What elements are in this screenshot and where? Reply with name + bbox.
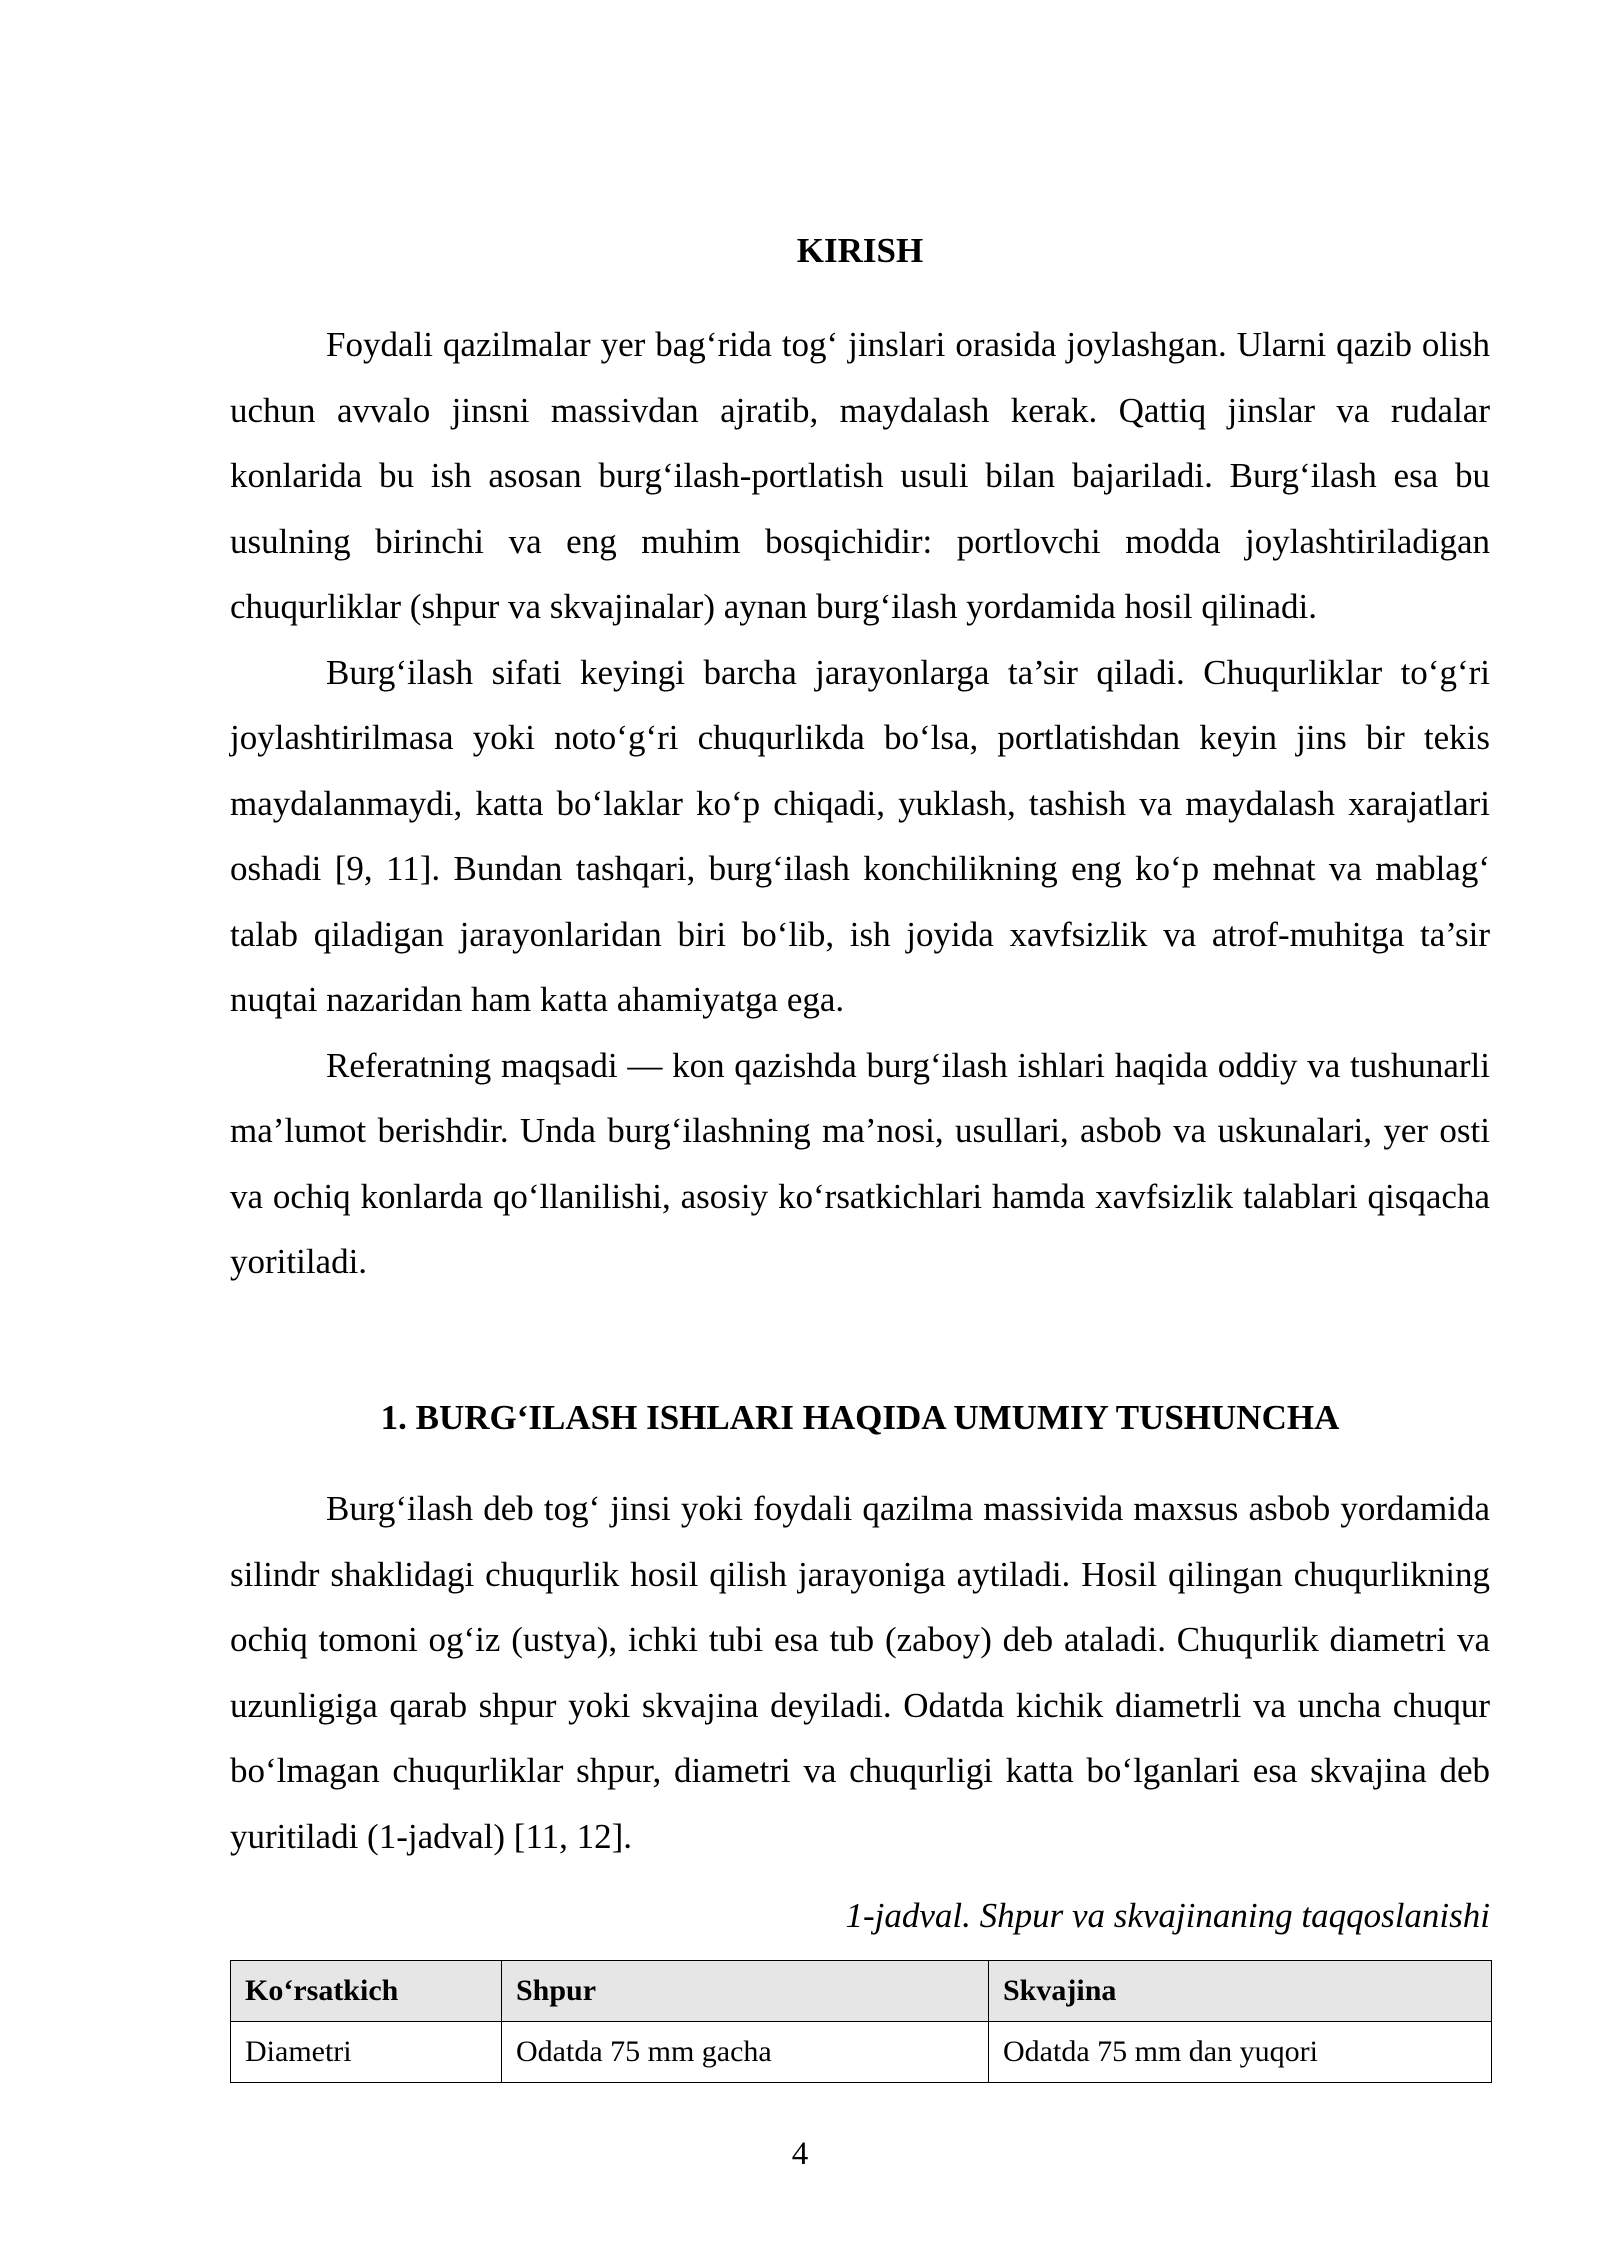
section-1-paragraph-1: Burg‘ilash deb tog‘ jinsi yoki foydali qazilma massivida maxsus asbob yordamida silindr shaklidagi chuqurlik hosil qilish jarayoniga aytiladi. Hosil qilingan chuqurlikning ochiq tomoni og‘iz (ustya), ichki tubi esa tub (zaboy) deb ataladi. Chuqurlik diametri va uzunligiga qarab shpur yoki skvajina deyiladi. Odatda kichik diametrli va uncha chuqur bo‘lmagan chuqurliklar shpur, diametri va chuqurligi katta bo‘lganlari esa skvajina deb yuritiladi (1-jadval) [11, 12]. (230, 1489, 1490, 1856)
intro-paragraph-1: Foydali qazilmalar yer bag‘rida tog‘ jinslari orasida joylashgan. Ularni qazib olish uchun avvalo jinsni massivdan ajratib, maydalash kerak. Qattiq jinslar va rudalar konlarida bu ish asosan burg‘ilash-portlatish usuli bilan bajariladi. Burg‘ilash esa bu usulning birinchi va eng muhim bosqichidir: portlovchi modda joylashtiriladigan chuqurliklar (shpur va skvajinalar) aynan burg‘ilash yordamida hosil qilinadi. (230, 325, 1490, 626)
table-header-cell: Skvajina (989, 1961, 1492, 2022)
intro-paragraph-2: Burg‘ilash sifati keyingi barcha jarayonlarga ta’sir qiladi. Chuqurliklar to‘g‘ri joylashtirilmasa yoki noto‘g‘ri chuqurlikda bo‘lsa, portlatishdan keyin jins bir tekis maydalanmaydi, katta bo‘laklar ko‘p chiqadi, yuklash, tashish va maydalash xarajatlari oshadi [9, 11]. Bundan tashqari, burg‘ilash konchilikning eng ko‘p mehnat va mablag‘ talab qiladigan jarayonlaridan biri bo‘lib, ish joyida xavfsizlik va atrof-muhitga ta’sir nuqtai nazaridan ham katta ahamiyatga ega. (230, 652, 1490, 1019)
heading-section-1: 1. BURG‘ILASH ISHLARI HAQIDA UMUMIY TUSHUNCHA (380, 1398, 1340, 1437)
table-caption: 1-jadval. Shpur va skvajinaning taqqoslanishi (845, 1896, 1490, 1935)
section-1-text (230, 1476, 1490, 1869)
table-header-cell: Shpur (502, 1961, 989, 2022)
intro-text (230, 312, 1490, 1295)
comparison-table (230, 1960, 1492, 2083)
table-cell: Odatda 75 mm gacha (502, 2022, 989, 2083)
table-cell: Diametri (231, 2022, 502, 2083)
table-header-row (231, 1961, 1492, 2022)
table-header-cell: Ko‘rsatkich (231, 1961, 502, 2022)
table-cell: Odatda 75 mm dan yuqori (989, 2022, 1492, 2083)
intro-paragraph-3: Referatning maqsadi — kon qazishda burg‘ilash ishlari haqida oddiy va tushunarli ma’lumot berishdir. Unda burg‘ilashning ma’nosi, usullari, asbob va uskunalari, yer osti va ochiq konlarda qo‘llanilishi, asosiy ko‘rsatkichlari hamda xavfsizlik talablari qisqacha yoritiladi. (230, 1045, 1490, 1281)
table-row (231, 2022, 1492, 2083)
page-number: 4 (791, 2136, 809, 2172)
heading-kirish: KIRISH (796, 231, 924, 270)
